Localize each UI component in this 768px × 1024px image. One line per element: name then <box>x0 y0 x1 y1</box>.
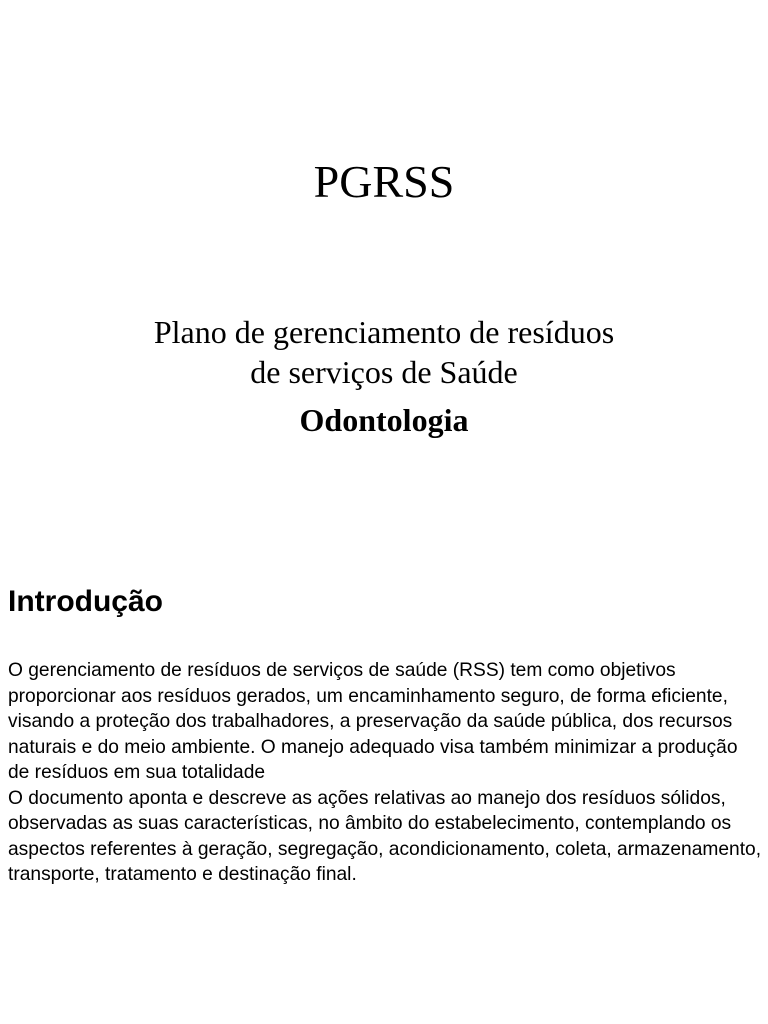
introduction-body <box>8 658 764 888</box>
body-paragraph-1: O gerenciamento de resíduos de serviços de saúde (RSS) tem como objetivos proporcionar aos resíduos gerados, um encaminhamento seguro, de forma eficiente, visando a proteção dos trabalhadores, a preservação da saúde pública, dos recursos naturais e do meio ambiente. O manejo adequado visa também minimizar a produção de resíduos em sua totalidade <box>8 660 738 783</box>
subtitle-block <box>0 312 768 442</box>
section-heading-introduction: Introdução <box>8 585 163 618</box>
subtitle-line-1: Plano de gerenciamento de resíduos <box>153 314 615 350</box>
document-title: PGRSS <box>313 156 455 207</box>
subtitle-specialty: Odontologia <box>299 402 469 438</box>
subtitle-line-2: de serviços de Saúde <box>250 354 518 390</box>
body-paragraph-2: O documento aponta e descreve as ações relativas ao manejo dos resíduos sólidos, observadas as suas características, no âmbito do estabelecimento, contemplando os aspectos referentes à geração, segregação, acondicionamento, coleta, armazenamento, transporte, tratamento e destinação final. <box>8 787 762 885</box>
